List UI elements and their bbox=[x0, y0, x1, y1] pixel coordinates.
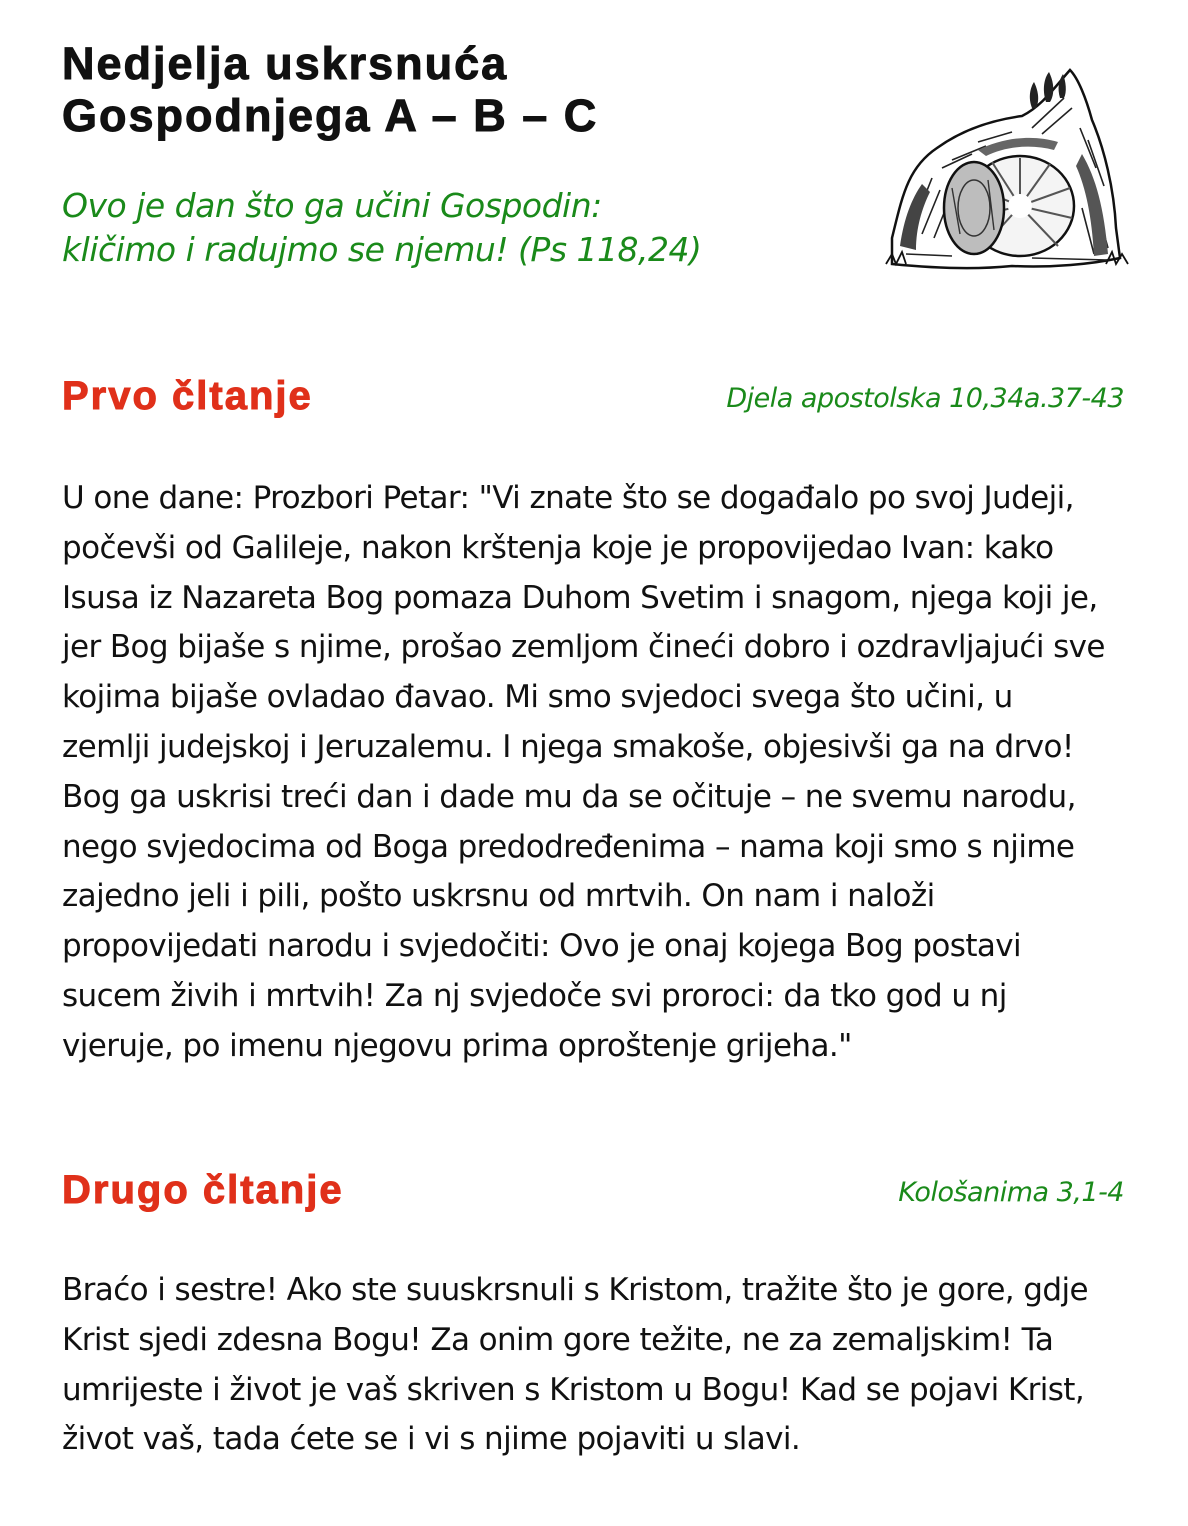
text-line: Bog ga uskrisi treći dan i dade mu da se očituje – ne svemu narodu, bbox=[62, 778, 1076, 815]
first-reading-text bbox=[62, 474, 1142, 1072]
antiphon-line-1: Ovo je dan što ga učini Gospodin: bbox=[62, 186, 602, 225]
page-title bbox=[62, 38, 822, 142]
text-line: jer Bog bijaše s njime, prošao zemljom čineći dobro i ozdravljajući sve bbox=[62, 629, 1105, 666]
text-line: umrijeste i život je vaš skriven s Kristom u Bogu! Kad se pojavi Krist, bbox=[62, 1371, 1085, 1408]
first-reading-header bbox=[62, 372, 1124, 422]
text-line: zemlji judejskoj i Jeruzalemu. I njega smakoše, objesivši ga na drvo! bbox=[62, 728, 1074, 765]
first-reading-title: Prvo čltanje bbox=[62, 374, 313, 418]
second-reading-reference: Kološanima 3,1-4 bbox=[898, 1177, 1124, 1208]
second-reading-title: Drugo čltanje bbox=[62, 1168, 344, 1212]
text-line: sucem živih i mrtvih! Za nj svjedoče svi proroci: da tko god u nj bbox=[62, 977, 1007, 1014]
text-line: Braćo i sestre! Ako ste suuskrsnuli s Kristom, tražite što je gore, gdje bbox=[62, 1272, 1088, 1308]
second-reading-header bbox=[62, 1166, 1124, 1216]
text-line: kojima bijaše ovladao đavao. Mi smo svjedoci svega što učini, u bbox=[62, 679, 1013, 716]
antiphon bbox=[62, 184, 842, 272]
text-line: počevši od Galileje, nakon krštenja koje je propovijedao Ivan: kako bbox=[62, 529, 1054, 566]
page-title-line-2: Gospodnjega A – B – C bbox=[62, 90, 599, 141]
antiphon-line-2: kličimo i radujmo se njemu! (Ps 118,24) bbox=[62, 230, 702, 269]
text-line: Isusa iz Nazareta Bog pomaza Duhom Svetim i snagom, njega koji je, bbox=[62, 579, 1098, 616]
empty-tomb-illustration-icon bbox=[882, 58, 1132, 280]
text-line: nego svjedocima od Boga predodređenima – nama koji smo s njime bbox=[62, 828, 1075, 865]
text-line: Krist sjedi zdesna Bogu! Za onim gore težite, ne za zemaljskim! Ta bbox=[62, 1321, 1054, 1358]
text-line: vjeruje, po imenu njegovu prima oproštenje grijeha." bbox=[62, 1027, 852, 1064]
page-title-line-1: Nedjelja uskrsnuća bbox=[62, 38, 509, 89]
text-line: propovijedati narodu i svjedočiti: Ovo je onaj kojega Bog postavi bbox=[62, 928, 1022, 965]
second-reading-text bbox=[62, 1266, 1142, 1465]
text-line: život vaš, tada ćete se i vi s njime pojaviti u slavi. bbox=[62, 1421, 801, 1458]
text-line: zajedno jeli i pili, pošto uskrsnu od mrtvih. On nam i naloži bbox=[62, 878, 935, 915]
first-reading-reference: Djela apostolska 10,34a.37-43 bbox=[726, 383, 1124, 414]
text-line: U one dane: Prozbori Petar: "Vi znate što se događalo po svoj Judeji, bbox=[62, 480, 1074, 516]
